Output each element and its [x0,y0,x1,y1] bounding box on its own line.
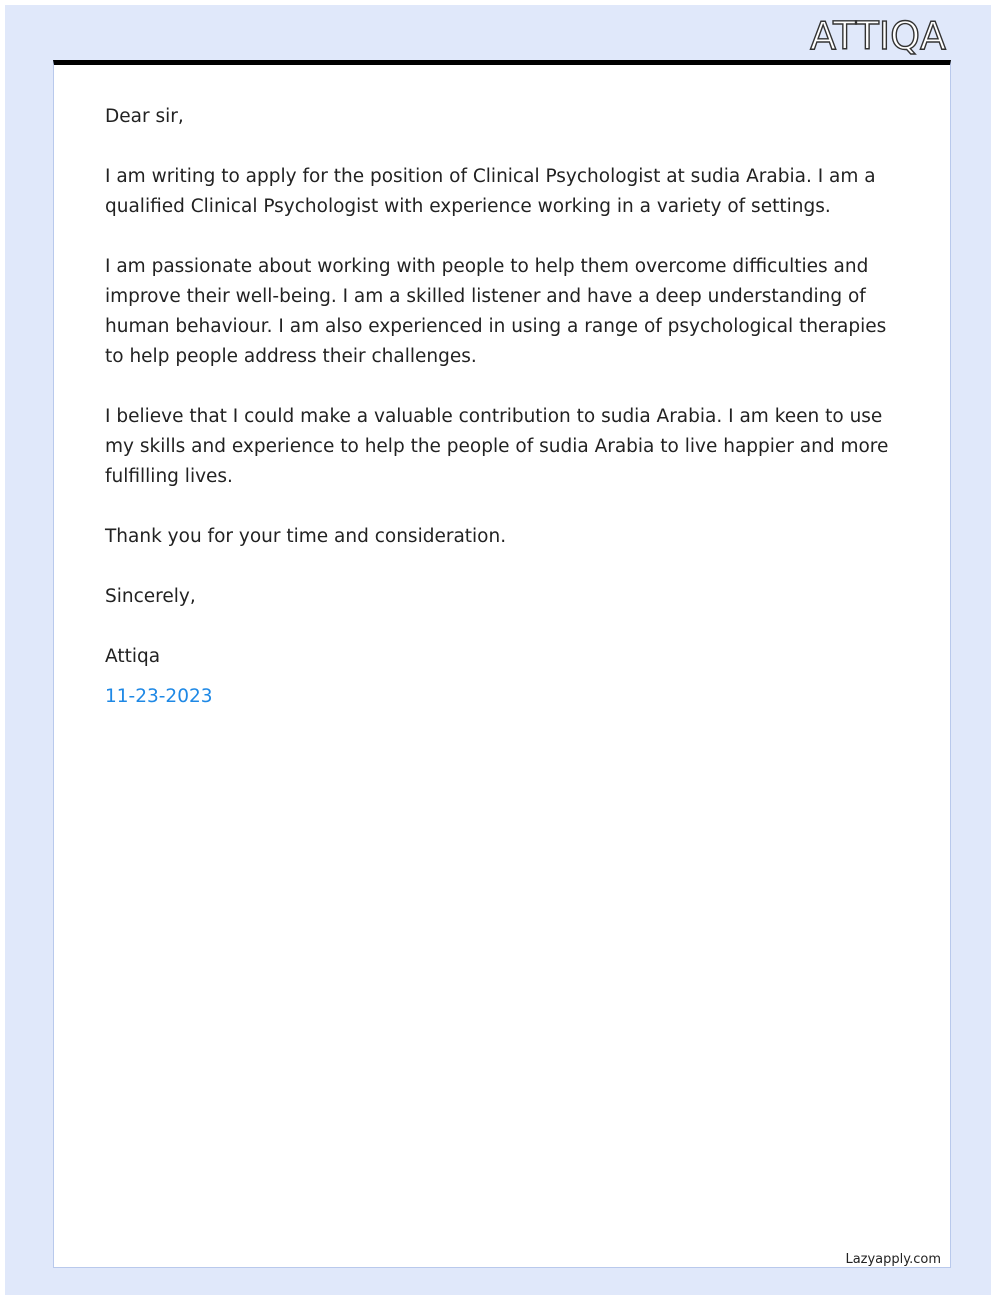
paragraph-passion: I am passionate about working with people to help them overcome difficulties and improve their well-being. I am a skilled listener and have a deep understanding of human behaviour. I am also experienced in using a range of psychological therapies to help people address their challenges. [105,256,887,367]
letter-body [105,102,905,712]
letter-sheet [53,60,951,1268]
paragraph-contribution: I believe that I could make a valuable contribution to sudia Arabia. I am keen to use my skills and experience to help the people of sudia Arabia to live happier and more fulfilling lives. [105,406,889,487]
paragraph-thanks: Thank you for your time and consideration. [105,526,507,547]
closing: Sincerely, [105,586,196,607]
applicant-name-header: ATTIQA [810,14,946,58]
watermark: Lazyapply.com [845,1252,941,1267]
salutation: Dear sir, [105,106,184,127]
letter-date: 11-23-2023 [105,686,213,707]
paragraph-intro: I am writing to apply for the position of Clinical Psychologist at sudia Arabia. I am a qualified Clinical Psychologist with experience working in a variety of settings. [105,166,876,217]
page-frame [5,5,991,1295]
signer-name: Attiqa [105,646,161,667]
